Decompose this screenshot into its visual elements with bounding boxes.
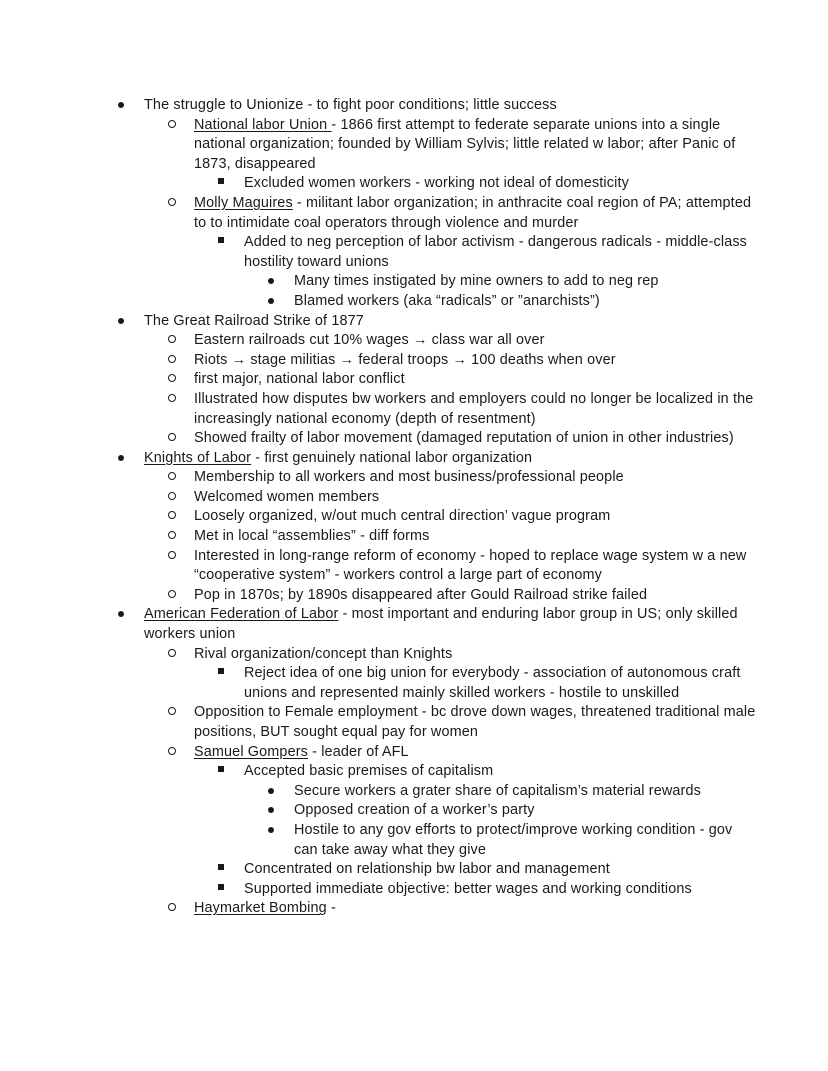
outline-item-text: Secure workers a grater share of capitalism’s material rewards	[294, 782, 701, 799]
circle-bullet-icon	[168, 370, 190, 390]
outline-sublist	[168, 116, 758, 312]
outline-item-pop-1870s-disappeared	[168, 586, 758, 606]
outline-item-opposition-female-employment	[168, 703, 758, 742]
circle-bullet-icon	[168, 703, 190, 723]
key-term: American Federation of Labor	[144, 606, 339, 623]
outline-item-molly-maguires	[168, 194, 758, 312]
outline-item-text: Membership to all workers and most business/professional people	[194, 469, 624, 486]
outline-item-membership-all-workers	[168, 468, 758, 488]
key-term: Haymarket Bombing	[194, 900, 327, 917]
outline-item-eastern-railroads-cut-wages	[168, 331, 758, 351]
outline-item-text: The struggle to Unionize - to fight poor conditions; little success	[144, 97, 557, 113]
outline-item-secure-greater-share	[268, 782, 758, 802]
outline-sublist	[218, 233, 758, 311]
disc-bullet-icon	[118, 96, 140, 116]
circle-bullet-icon	[168, 468, 190, 488]
outline-item-reject-one-big-union	[218, 664, 758, 703]
outline-item-opposed-workers-party	[268, 801, 758, 821]
outline-sublist	[168, 645, 758, 919]
circle-bullet-icon	[168, 390, 190, 410]
outline-item-met-in-local-assemblies	[168, 527, 758, 547]
outline-item-loosely-organized	[168, 507, 758, 527]
square-bullet-icon	[218, 664, 240, 684]
disc-bullet-icon	[268, 292, 290, 312]
key-term: Molly Maguires	[194, 194, 293, 211]
outline-item-long-range-reform	[168, 547, 758, 586]
circle-bullet-icon	[168, 527, 190, 547]
outline-item-text: American Federation of Labor - most important and enduring labor group in US; only skilled workers union	[144, 606, 738, 643]
outline-item-text: Met in local “assemblies” - diff forms	[194, 528, 430, 545]
outline-item-text: Opposed creation of a worker’s party	[294, 802, 535, 819]
outline-item-instigated-by-mine-owners	[268, 272, 758, 292]
disc-bullet-icon	[118, 312, 140, 332]
outline-item-excluded-women-workers	[218, 174, 758, 194]
outline-item-text: Many times instigated by mine owners to add to neg rep	[294, 273, 659, 290]
outline-item-riots-militias-troops	[168, 351, 758, 371]
outline-item-text: Blamed workers (aka “radicals” or ”anarchists”)	[294, 292, 600, 309]
outline-item-text: Showed frailty of labor movement (damaged reputation of union in other industries)	[194, 430, 734, 447]
outline-item-neg-perception	[218, 233, 758, 311]
outline-item-text: Loosely organized, w/out much central direction’ vague program	[194, 508, 611, 525]
circle-bullet-icon	[168, 194, 190, 214]
square-bullet-icon	[218, 762, 240, 782]
circle-bullet-icon	[168, 116, 190, 136]
circle-bullet-icon	[168, 331, 190, 351]
outline-item-knights-of-labor	[118, 449, 758, 606]
outline-item-disputes-no-longer-localized	[168, 390, 758, 429]
circle-bullet-icon	[168, 547, 190, 567]
outline-item-text: Excluded women workers - working not ideal of domesticity	[244, 175, 629, 192]
outline-sublist	[168, 331, 758, 449]
outline-item-frailty-of-labor-movement	[168, 429, 758, 449]
circle-bullet-icon	[168, 488, 190, 508]
outline-item-text: Accepted basic premises of capitalism	[244, 763, 494, 780]
outline-item-text: The Great Railroad Strike of 1877	[144, 312, 364, 329]
square-bullet-icon	[218, 860, 240, 880]
outline-item-text: Eastern railroads cut 10% wages → class war all over	[194, 332, 545, 349]
outline-sublist	[218, 762, 758, 899]
outline-item-text: Supported immediate objective: better wages and working conditions	[244, 880, 692, 897]
disc-bullet-icon	[118, 449, 140, 469]
outline-item-text: Reject idea of one big union for everybody - association of autonomous craft unions and represented mainly skilled workers - hostile to unskilled	[244, 665, 741, 701]
outline-item-text: Opposition to Female employment - bc drove down wages, threatened traditional male positions, BUT sought equal pay for women	[194, 704, 756, 740]
key-term: National labor Union	[194, 116, 332, 133]
outline-item-first-national-labor-conflict	[168, 370, 758, 390]
square-bullet-icon	[218, 233, 240, 253]
key-term: Samuel Gompers	[194, 743, 308, 760]
outline-item-text: Rival organization/concept than Knights	[194, 645, 453, 662]
outline-item-national-labor-union	[168, 116, 758, 194]
outline-item-text: Welcomed women members	[194, 488, 380, 505]
outline-sublist	[218, 174, 758, 194]
outline-item-welcomed-women-members	[168, 488, 758, 508]
outline-item-text: Hostile to any gov efforts to protect/improve working condition - gov can take away what they give	[294, 821, 733, 858]
circle-bullet-icon	[168, 507, 190, 527]
outline-item-rival-organization	[168, 645, 758, 704]
disc-bullet-icon	[268, 272, 290, 292]
circle-bullet-icon	[168, 899, 190, 919]
outline-item-text: Riots → stage militias → federal troops → 100 deaths when over	[194, 351, 616, 368]
outline-sublist	[268, 782, 758, 860]
outline-item-samuel-gompers	[168, 743, 758, 900]
circle-bullet-icon	[168, 586, 190, 606]
outline-item-hostile-to-gov-efforts	[268, 821, 758, 860]
outline-item-text: Pop in 1870s; by 1890s disappeared after Gould Railroad strike failed	[194, 586, 648, 603]
outline-item-text: Illustrated how disputes bw workers and employers could no longer be localized in the increasingly national economy (depth of resentment)	[194, 390, 754, 427]
square-bullet-icon	[218, 174, 240, 194]
outline-item-haymarket-bombing	[168, 899, 758, 919]
circle-bullet-icon	[168, 351, 190, 371]
outline-item-great-railroad-strike-1877	[118, 312, 758, 449]
outline-item-text: Haymarket Bombing -	[194, 900, 336, 917]
outline-item-text: National labor Union - 1866 first attempt to federate separate unions into a single national organization; founded by William Sylvis; little related w labor; after Panic of 1873, disappeared	[194, 116, 736, 172]
circle-bullet-icon	[168, 429, 190, 449]
outline-item-text: Interested in long-range reform of economy - hoped to replace wage system w a new “cooperative system” - workers control a large part of economy	[194, 547, 747, 584]
notes-outline	[118, 96, 758, 919]
outline-item-american-federation-of-labor	[118, 605, 758, 919]
outline-item-text: Concentrated on relationship bw labor and management	[244, 861, 610, 878]
outline-item-text: Added to neg perception of labor activism - dangerous radicals - middle-class hostility toward unions	[244, 234, 748, 270]
disc-bullet-icon	[118, 605, 140, 625]
disc-bullet-icon	[268, 801, 290, 821]
outline-item-text: Knights of Labor - first genuinely national labor organization	[144, 449, 533, 466]
outline-item-text: first major, national labor conflict	[194, 371, 405, 388]
circle-bullet-icon	[168, 645, 190, 665]
outline-sublist	[268, 272, 758, 311]
disc-bullet-icon	[268, 821, 290, 841]
outline-item-text: Molly Maguires - militant labor organization; in anthracite coal region of PA; attempted to to intimidate coal operators through violence and murder	[194, 194, 752, 231]
outline-item-concentrated-labor-management	[218, 860, 758, 880]
outline-item-blamed-workers	[268, 292, 758, 312]
outline-sublist	[218, 664, 758, 703]
disc-bullet-icon	[268, 782, 290, 802]
circle-bullet-icon	[168, 743, 190, 763]
outline-item-supported-immediate-objective	[218, 880, 758, 900]
outline-sublist	[168, 468, 758, 605]
square-bullet-icon	[218, 880, 240, 900]
outline-item-text: Samuel Gompers - leader of AFL	[194, 743, 409, 760]
outline-item-struggle-to-unionize	[118, 96, 758, 312]
key-term: Knights of Labor	[144, 449, 252, 466]
outline-item-accepted-premises-capitalism	[218, 762, 758, 860]
